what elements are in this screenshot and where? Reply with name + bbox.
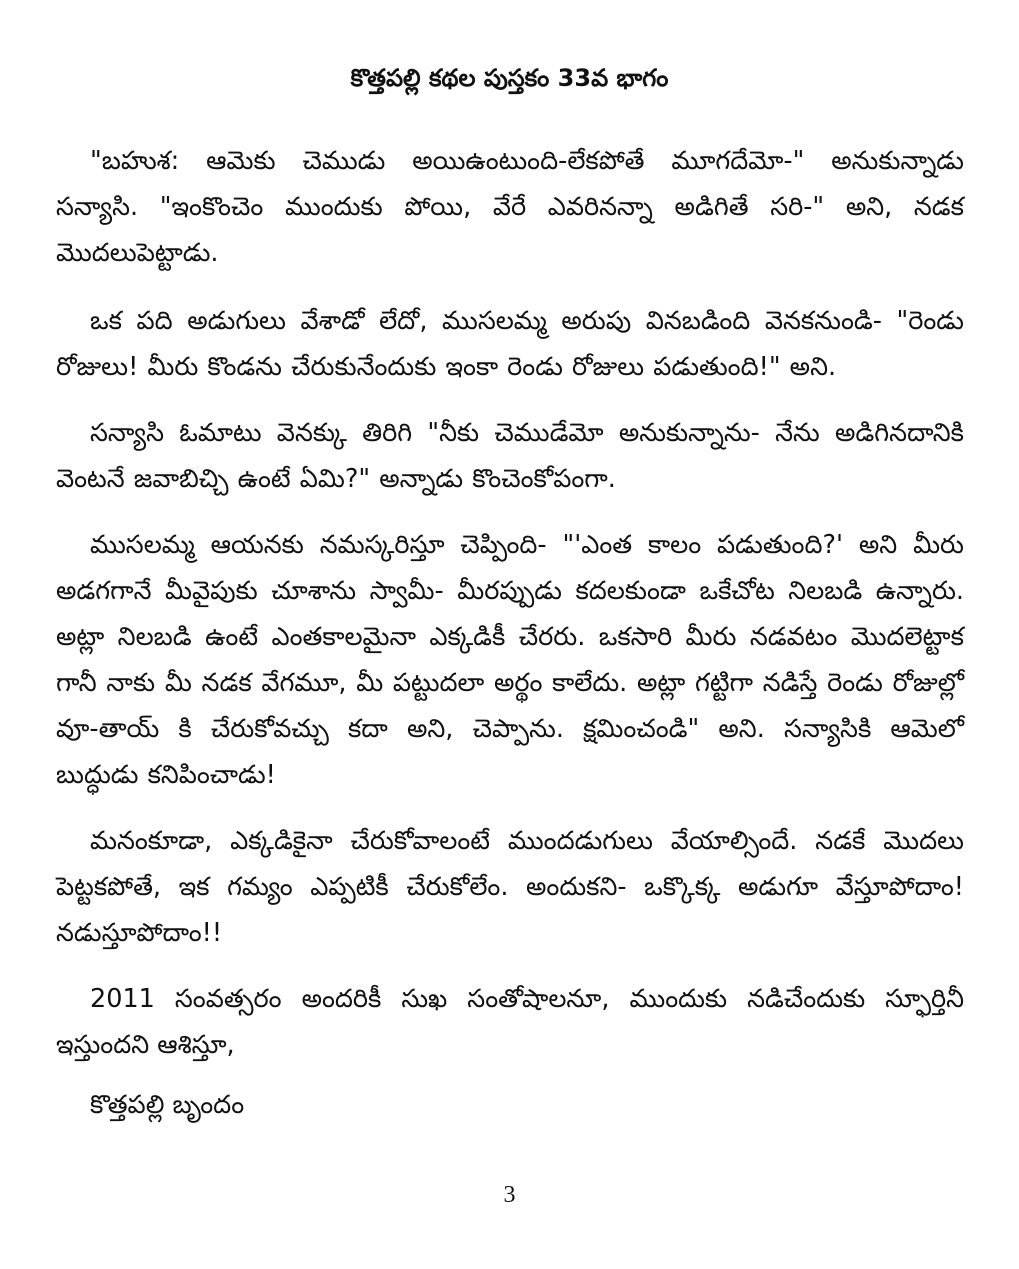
- document-body: [56, 138, 964, 1128]
- page-number: 3: [503, 1182, 516, 1208]
- paragraph-2: ఒక పది అడుగులు వేశాడో లేదో, ముసలమ్మ అరుపు వినబడింది వెనకనుండి- "రెండు రోజులు! మీరు కొండను చేరుకునేందుకు ఇంకా రెండు రోజులు పడుతుంది!" అని.: [56, 306, 964, 382]
- closing-wish: 2011 సంవత్సరం అందరికీ సుఖ సంతోషాలనూ, ముందుకు నడిచేందుకు స్ఫూర్తినీ ఇస్తుందని ఆశిస్తూ,: [56, 984, 964, 1060]
- paragraph-5: మనంకూడా, ఎక్కడికైనా చేరుకోవాలంటే ముందడుగులు వేయాల్సిందే. నడకే మొదలు పెట్టకపోతే, ఇక గమ్యం ఎప్పటికీ చేరుకోలేం. అందుకని- ఒక్కొక్క అడుగూ వేస్తూపోదాం! నడుస్తూపోదాం!!: [56, 826, 964, 948]
- paragraph-3: సన్యాసి ఓమాటు వెనక్కు తిరిగి "నీకు చెముడేమో అనుకున్నాను- నేను అడిగినదానికి వెంటనే జవాబిచ్చి ఉంటే ఏమి?" అన్నాడు కొంచెంకోపంగా.: [56, 418, 964, 494]
- page-title: కొత్తపల్లి కథల పుస్తకం 33వ భాగం: [350, 64, 669, 92]
- paragraph-1: "బహుశ: ఆమెకు చెముడు అయిఉంటుంది-లేకపోతే మూగదేమో-" అనుకున్నాడు సన్యాసి. "ఇంకొంచెం ముందుకు పోయి, వేరే ఎవరినన్నా అడిగితే సరి-" అని, నడక మొదలుపెట్టాడు.: [56, 146, 964, 268]
- paragraph-4: ముసలమ్మ ఆయనకు నమస్కరిస్తూ చెప్పింది- "'ఎంత కాలం పడుతుంది?' అని మీరు అడగగానే మీవైపుకు చూశాను స్వామీ- మీరప్పుడు కదలకుండా ఒకేచోట నిలబడి ఉన్నారు. అట్లా నిలబడి ఉంటే ఎంతకాలమైనా ఎక్కడికీ చేరరు. ఒకసారి మీరు నడవటం మొదలెట్టాక గానీ నాకు మీ నడక వేగమూ, మీ పట్టుదలా అర్థం కాలేదు. అట్లా గట్టిగా నడిస్తే రెండు రోజుల్లో వూ-తాయ్ కి చేరుకోవచ్చు కదా అని, చెప్పాను. క్షమించండి" అని. సన్యాసికి ఆమెలో బుద్ధుడు కనిపించాడు!: [56, 530, 964, 790]
- signature: కొత్తపల్లి బృందం: [90, 1090, 245, 1120]
